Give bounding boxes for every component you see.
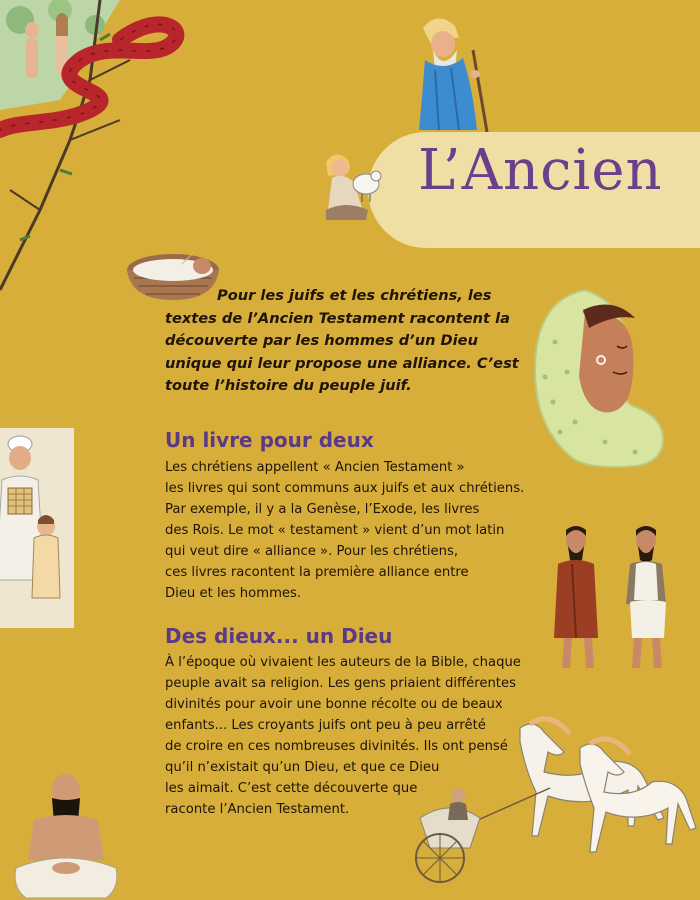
two-bearded-men-illustration: [552, 524, 680, 674]
section-heading-dieux: Des dieux... un Dieu: [165, 624, 393, 648]
body-line: Dieu et les hommes.: [165, 586, 302, 601]
meditating-man-illustration: [10, 768, 122, 900]
body-line: À l’époque où vivaient les auteurs de la Bible, chaque: [165, 655, 521, 670]
priest-and-child-illustration: [0, 428, 74, 628]
body-line: des Rois. Le mot « testament » vient d’un mot latin: [165, 523, 505, 538]
body-line: les livres qui sont communs aux juifs et aux chrétiens.: [165, 481, 525, 496]
page-title: L’Ancien: [418, 138, 663, 203]
body-line: de croire en ces nombreuses divinités. Ils ont pensé: [165, 739, 508, 754]
body-line: Les chrétiens appellent « Ancien Testament »: [165, 460, 465, 475]
body-line: raconte l’Ancien Testament.: [165, 802, 350, 817]
body-line: enfants... Les croyants juifs ont peu à peu arrêté: [165, 718, 486, 733]
intro-paragraph: Pour les juifs et les chrétiens, les textes de l’Ancien Testament racontent la découverte par les hommes d’un Dieu unique qui leur propose une alliance. C’est toute l’histoire du peuple juif.: [165, 287, 519, 394]
section-body-livre: [165, 457, 524, 604]
body-line: peuple avait sa religion. Les gens priaient différentes: [165, 676, 516, 691]
body-line: Par exemple, il y a la Genèse, l’Exode, les livres: [165, 502, 480, 517]
body-line: les aimait. C’est cette découverte que: [165, 781, 418, 796]
body-line: ces livres racontent la première alliance entre: [165, 565, 469, 580]
section-heading-livre: Un livre pour deux: [165, 428, 374, 452]
body-line: qu’il n’existait qu’un Dieu, et que ce Dieu: [165, 760, 440, 775]
elder-with-staff-illustration: [395, 10, 505, 135]
body-line: divinités pour avoir une bonne récolte ou de beaux: [165, 697, 503, 712]
veiled-woman-illustration: [515, 282, 670, 467]
body-line: qui veut dire « alliance ». Pour les chrétiens,: [165, 544, 459, 559]
kneeling-child-with-lamb-illustration: [318, 148, 388, 226]
horse-chariot-illustration: [400, 718, 700, 900]
